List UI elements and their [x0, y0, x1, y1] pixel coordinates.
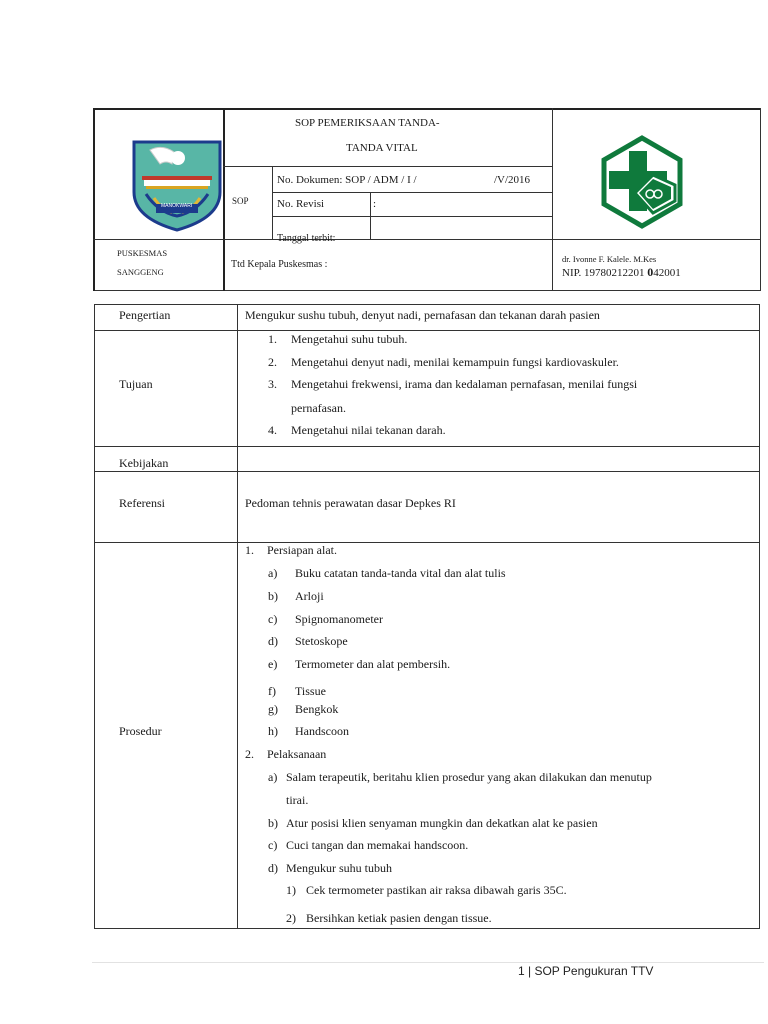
no-revisi-colon: :: [373, 198, 377, 210]
content-border-right: [759, 304, 760, 929]
alat-item-d: Stetoskope: [295, 634, 348, 648]
signer-name: dr. Ivonne F. Kalele. M.Kes: [562, 254, 657, 264]
alat-num-b: b): [268, 589, 278, 603]
step1-num: 1.: [245, 543, 254, 557]
pelaksanaan-item-a: Salam terapeutik, beritahu klien prosedur yang akan dilakukan dan menutup: [286, 770, 652, 784]
no-revisi-label: No. Revisi: [277, 198, 325, 210]
alat-item-b: Arloji: [295, 589, 324, 603]
pelaksanaan-item-d: Mengukur suhu tubuh: [286, 861, 392, 875]
header-row-divider-revisi: [272, 216, 553, 217]
tujuan-item-1: Mengetahui suhu tubuh.: [291, 332, 408, 346]
emblem-banner-text: MANOKWARI: [161, 203, 193, 209]
content-border-top: [94, 304, 760, 305]
tujuan-num-3: 3.: [268, 377, 277, 391]
tujuan-item-3: Mengetahui frekwensi, irama dan kedalaman pernafasan, menilai fungsi: [291, 377, 638, 391]
tujuan-label: Tujuan: [119, 377, 153, 391]
puskesmas-logo-icon: [595, 135, 689, 229]
org-name-line2: SANGGENG: [117, 267, 164, 277]
alat-item-f: Tissue: [295, 684, 326, 698]
header-row-divider-title: [223, 166, 553, 167]
pelaksanaan-num-a: a): [268, 770, 278, 784]
row-divider-pengertian: [94, 330, 760, 331]
alat-num-d: d): [268, 634, 278, 648]
prosedur-label: Prosedur: [119, 724, 162, 738]
row-divider-referensi: [94, 542, 760, 543]
header-border-right: [760, 108, 761, 291]
alat-num-e: e): [268, 657, 278, 671]
tujuan-num-4: 4.: [268, 423, 277, 437]
pelaksanaan-num-d: d): [268, 861, 278, 875]
suhu-step-1: Cek termometer pastikan air raksa dibawah garis 35C.: [306, 883, 567, 897]
no-dokumen-date: /V/2016: [494, 174, 531, 186]
signer-nip: [562, 266, 681, 279]
district-emblem-icon: [132, 140, 222, 232]
tujuan-item-2: Mengetahui denyut nadi, menilai kemampuin fungsi kardiovaskuler.: [291, 355, 619, 369]
header-border-top: [93, 108, 761, 110]
alat-item-h: Handscoon: [295, 724, 349, 738]
alat-item-e: Termometer dan alat pembersih.: [295, 657, 451, 671]
alat-num-a: a): [268, 566, 278, 580]
header-col-divider-2: [552, 108, 553, 291]
step2-num: 2.: [245, 747, 254, 761]
footer-page-label: 1 | SOP Pengukuran TTV: [518, 964, 654, 978]
referensi-text: Pedoman tehnis perawatan dasar Depkes RI: [245, 496, 456, 510]
pelaksanaan-item-a-cont: tirai.: [286, 793, 309, 807]
alat-item-a: Buku catatan tanda-tanda vital dan alat tulis: [295, 566, 506, 580]
header-row-divider-main: [93, 239, 761, 240]
pelaksanaan-item-c: Cuci tangan dan memakai handscoon.: [286, 838, 469, 852]
org-name-line1: PUSKESMAS: [117, 248, 168, 258]
tujuan-item-3-cont: pernafasan.: [291, 401, 346, 415]
referensi-label: Referensi: [119, 496, 165, 510]
content-border-bottom: [94, 928, 760, 929]
header-border-bottom: [93, 290, 761, 291]
step1-title: Persiapan alat.: [267, 543, 337, 557]
alat-num-f: f): [268, 684, 276, 698]
sop-label: SOP: [232, 196, 249, 206]
suhu-step-2: Bersihkan ketiak pasien dengan tissue.: [306, 911, 492, 925]
sop-title-line1: SOP PEMERIKSAAN TANDA-: [295, 117, 440, 129]
alat-item-c: Spignomanometer: [295, 612, 383, 626]
header-row-divider-dokumen: [272, 192, 553, 193]
alat-num-c: c): [268, 612, 278, 626]
pelaksanaan-item-b: Atur posisi klien senyaman mungkin dan dekatkan alat ke pasien: [286, 816, 598, 830]
alat-num-g: g): [268, 702, 278, 716]
signer-nip-bold: 0: [647, 265, 654, 279]
kebijakan-label: Kebijakan: [119, 456, 169, 470]
alat-item-g: Bengkok: [295, 702, 339, 716]
tanggal-terbit-label: Tanggal terbit:: [277, 233, 336, 244]
no-dokumen-label: No. Dokumen: SOP / ADM / I /: [277, 174, 417, 186]
alat-num-h: h): [268, 724, 278, 738]
pelaksanaan-num-b: b): [268, 816, 278, 830]
tujuan-item-4: Mengetahui nilai tekanan darah.: [291, 423, 446, 437]
step2-title: Pelaksanaan: [267, 747, 327, 761]
footer-divider: [92, 962, 764, 963]
pelaksanaan-num-c: c): [268, 838, 278, 852]
signer-nip-prefix: NIP. 19780212201: [562, 267, 645, 279]
row-divider-tujuan: [94, 446, 760, 447]
suhu-num-2: 2): [286, 911, 296, 925]
header-border-left: [93, 108, 95, 291]
pengertian-label: Pengertian: [119, 308, 171, 322]
header-col-divider-1: [223, 108, 225, 291]
content-border-left: [94, 304, 95, 929]
tujuan-num-1: 1.: [268, 332, 277, 346]
content-col-divider: [237, 304, 238, 929]
sop-title-line2: TANDA VITAL: [346, 142, 418, 154]
signer-nip-suffix: 42001: [653, 267, 681, 279]
row-divider-kebijakan: [94, 471, 760, 472]
header-col-divider-sop: [272, 166, 273, 240]
ttd-kepala-label: Ttd Kepala Puskesmas :: [231, 259, 328, 270]
suhu-num-1: 1): [286, 883, 296, 897]
tujuan-num-2: 2.: [268, 355, 277, 369]
pengertian-text: Mengukur sushu tubuh, denyut nadi, pernafasan dan tekanan darah pasien: [245, 308, 600, 322]
